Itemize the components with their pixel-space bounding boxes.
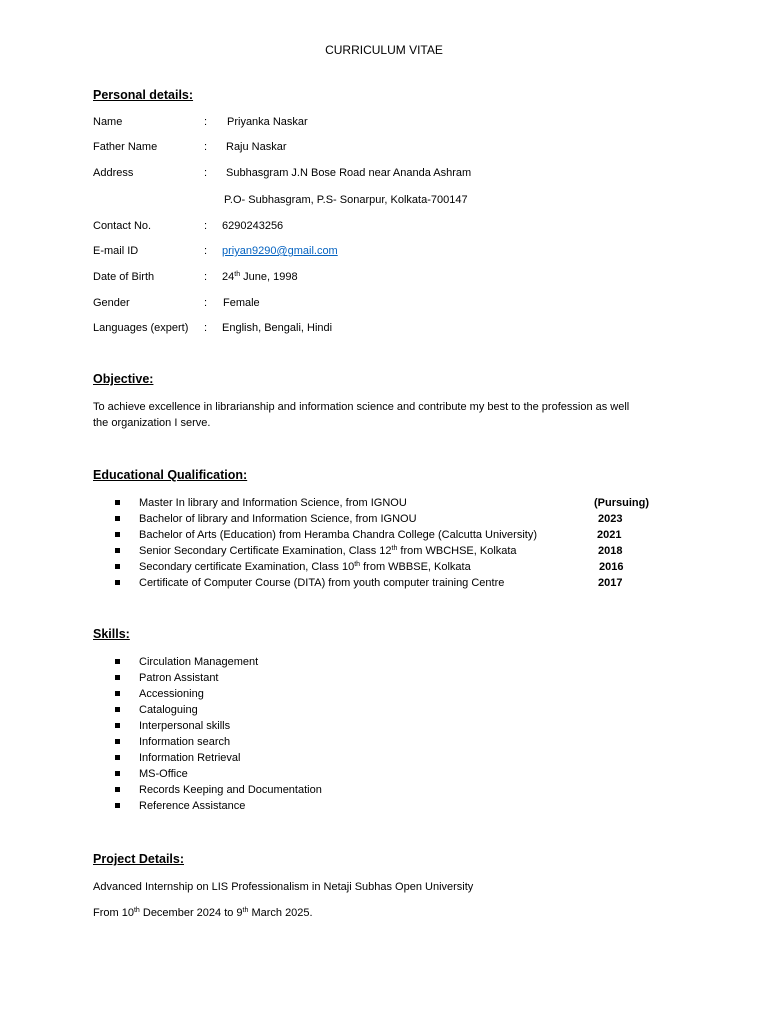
education-item	[0, 495, 768, 511]
project-mid: December 2024 to 9	[139, 907, 243, 919]
bullet-icon	[115, 548, 120, 553]
skill-item-text: Information search	[139, 736, 231, 748]
skill-item	[0, 654, 768, 670]
project-end: March 2025.	[248, 907, 313, 919]
skill-item-text: MS-Office	[139, 768, 188, 780]
email-link[interactable]: priyan9290@gmail.com	[222, 245, 338, 257]
bullet-icon	[115, 691, 120, 696]
education-item-text-board: from WBCHSE, Kolkata	[397, 545, 517, 557]
education-item-text	[139, 559, 471, 575]
skill-item-text: Records Keeping and Documentation	[139, 784, 322, 796]
bullet-icon	[115, 723, 120, 728]
education-item-text-main: Senior Secondary Certificate Examination, Class 12	[139, 545, 392, 557]
contact-value: 6290243256	[222, 220, 284, 232]
objective-line-2: the organization I serve.	[93, 417, 211, 429]
name-label: Name	[93, 116, 123, 128]
project-to-suffix: th	[242, 907, 249, 914]
name-value: Priyanka Naskar	[227, 116, 308, 128]
education-item-text: Bachelor of library and Information Science, from IGNOU	[139, 513, 417, 525]
bullet-icon	[115, 803, 120, 808]
dob-colon: :	[204, 271, 208, 283]
bullet-icon	[115, 675, 120, 680]
dob-day-suffix: th	[234, 271, 241, 278]
education-item-year: 2018	[598, 545, 623, 557]
father-name-label: Father Name	[93, 141, 158, 153]
languages-colon: :	[204, 322, 208, 334]
education-item-text	[139, 543, 517, 559]
address-colon: :	[204, 167, 208, 179]
address-line-2: P.O- Subhasgram, P.S- Sonarpur, Kolkata-700147	[224, 194, 468, 206]
skill-item	[0, 766, 768, 782]
skill-item	[0, 798, 768, 814]
skill-item-text: Reference Assistance	[139, 800, 246, 812]
email-colon: :	[204, 245, 208, 257]
project-from-suffix: th	[133, 907, 140, 914]
personal-details-heading: Personal details:	[93, 88, 194, 102]
class-suffix: th	[354, 561, 361, 568]
skill-item	[0, 734, 768, 750]
project-heading: Project Details:	[93, 852, 185, 866]
skill-item-text: Accessioning	[139, 688, 204, 700]
education-item-text: Certificate of Computer Course (DITA) from youth computer training Centre	[139, 577, 505, 589]
skill-item	[0, 670, 768, 686]
education-item	[0, 543, 768, 559]
education-item	[0, 559, 768, 575]
skills-heading: Skills:	[93, 627, 130, 641]
languages-label: Languages (expert)	[93, 322, 189, 334]
bullet-icon	[115, 659, 120, 664]
bullet-icon	[115, 707, 120, 712]
education-item-year: 2021	[597, 529, 622, 541]
dob-month-year: June, 1998	[243, 271, 298, 283]
education-item	[0, 527, 768, 543]
objective-text	[93, 399, 683, 431]
skill-item-text: Cataloguing	[139, 704, 198, 716]
project-line-2	[93, 905, 313, 921]
class-suffix: th	[391, 545, 398, 552]
skill-item-text: Information Retrieval	[139, 752, 241, 764]
skill-item	[0, 718, 768, 734]
bullet-icon	[115, 516, 120, 521]
bullet-icon	[115, 771, 120, 776]
bullet-icon	[115, 739, 120, 744]
bullet-icon	[115, 500, 120, 505]
education-item-year: 2017	[598, 577, 623, 589]
skill-item-text: Interpersonal skills	[139, 720, 231, 732]
education-item	[0, 511, 768, 527]
bullet-icon	[115, 787, 120, 792]
skill-item	[0, 686, 768, 702]
project-line-1: Advanced Internship on LIS Professionalism in Netaji Subhas Open University	[93, 881, 474, 893]
address-label: Address	[93, 167, 134, 179]
dob-label: Date of Birth	[93, 271, 155, 283]
education-item-text: Master In library and Information Science, from IGNOU	[139, 497, 407, 509]
education-list	[0, 495, 768, 591]
skill-item-text: Patron Assistant	[139, 672, 219, 684]
skill-item-text: Circulation Management	[139, 656, 259, 668]
objective-heading: Objective:	[93, 372, 154, 386]
education-item-year: 2016	[599, 561, 624, 573]
education-item-text-board: from WBBSE, Kolkata	[360, 561, 471, 573]
education-item-text: Bachelor of Arts (Education) from Heramba Chandra College (Calcutta University)	[139, 529, 537, 541]
address-line-1: Subhasgram J.N Bose Road near Ananda Ashram	[226, 167, 472, 179]
gender-value: Female	[223, 297, 260, 309]
bullet-icon	[115, 564, 120, 569]
gender-colon: :	[204, 297, 208, 309]
skill-item	[0, 750, 768, 766]
bullet-icon	[115, 532, 120, 537]
father-name-value: Raju Naskar	[226, 141, 287, 153]
name-colon: :	[204, 116, 208, 128]
email-label: E-mail ID	[93, 245, 139, 257]
education-item-year: (Pursuing)	[594, 497, 649, 509]
skill-item	[0, 782, 768, 798]
education-item	[0, 575, 768, 591]
gender-label: Gender	[93, 297, 130, 309]
skill-item	[0, 702, 768, 718]
contact-label: Contact No.	[93, 220, 152, 232]
education-heading: Educational Qualification:	[93, 468, 248, 482]
languages-value: English, Bengali, Hindi	[222, 322, 333, 334]
father-name-colon: :	[204, 141, 208, 153]
bullet-icon	[115, 755, 120, 760]
document-title: CURRICULUM VITAE	[325, 43, 443, 57]
dob-value	[222, 269, 298, 285]
project-from: From 10	[93, 907, 134, 919]
skills-list	[0, 654, 768, 814]
dob-day: 24	[222, 271, 235, 283]
bullet-icon	[115, 580, 120, 585]
objective-line-1: To achieve excellence in librarianship and information science and contribute my best to the profession as well	[93, 401, 630, 413]
education-item-text-main: Secondary certificate Examination, Class 10	[139, 561, 355, 573]
education-item-year: 2023	[598, 513, 623, 525]
contact-colon: :	[204, 220, 208, 232]
